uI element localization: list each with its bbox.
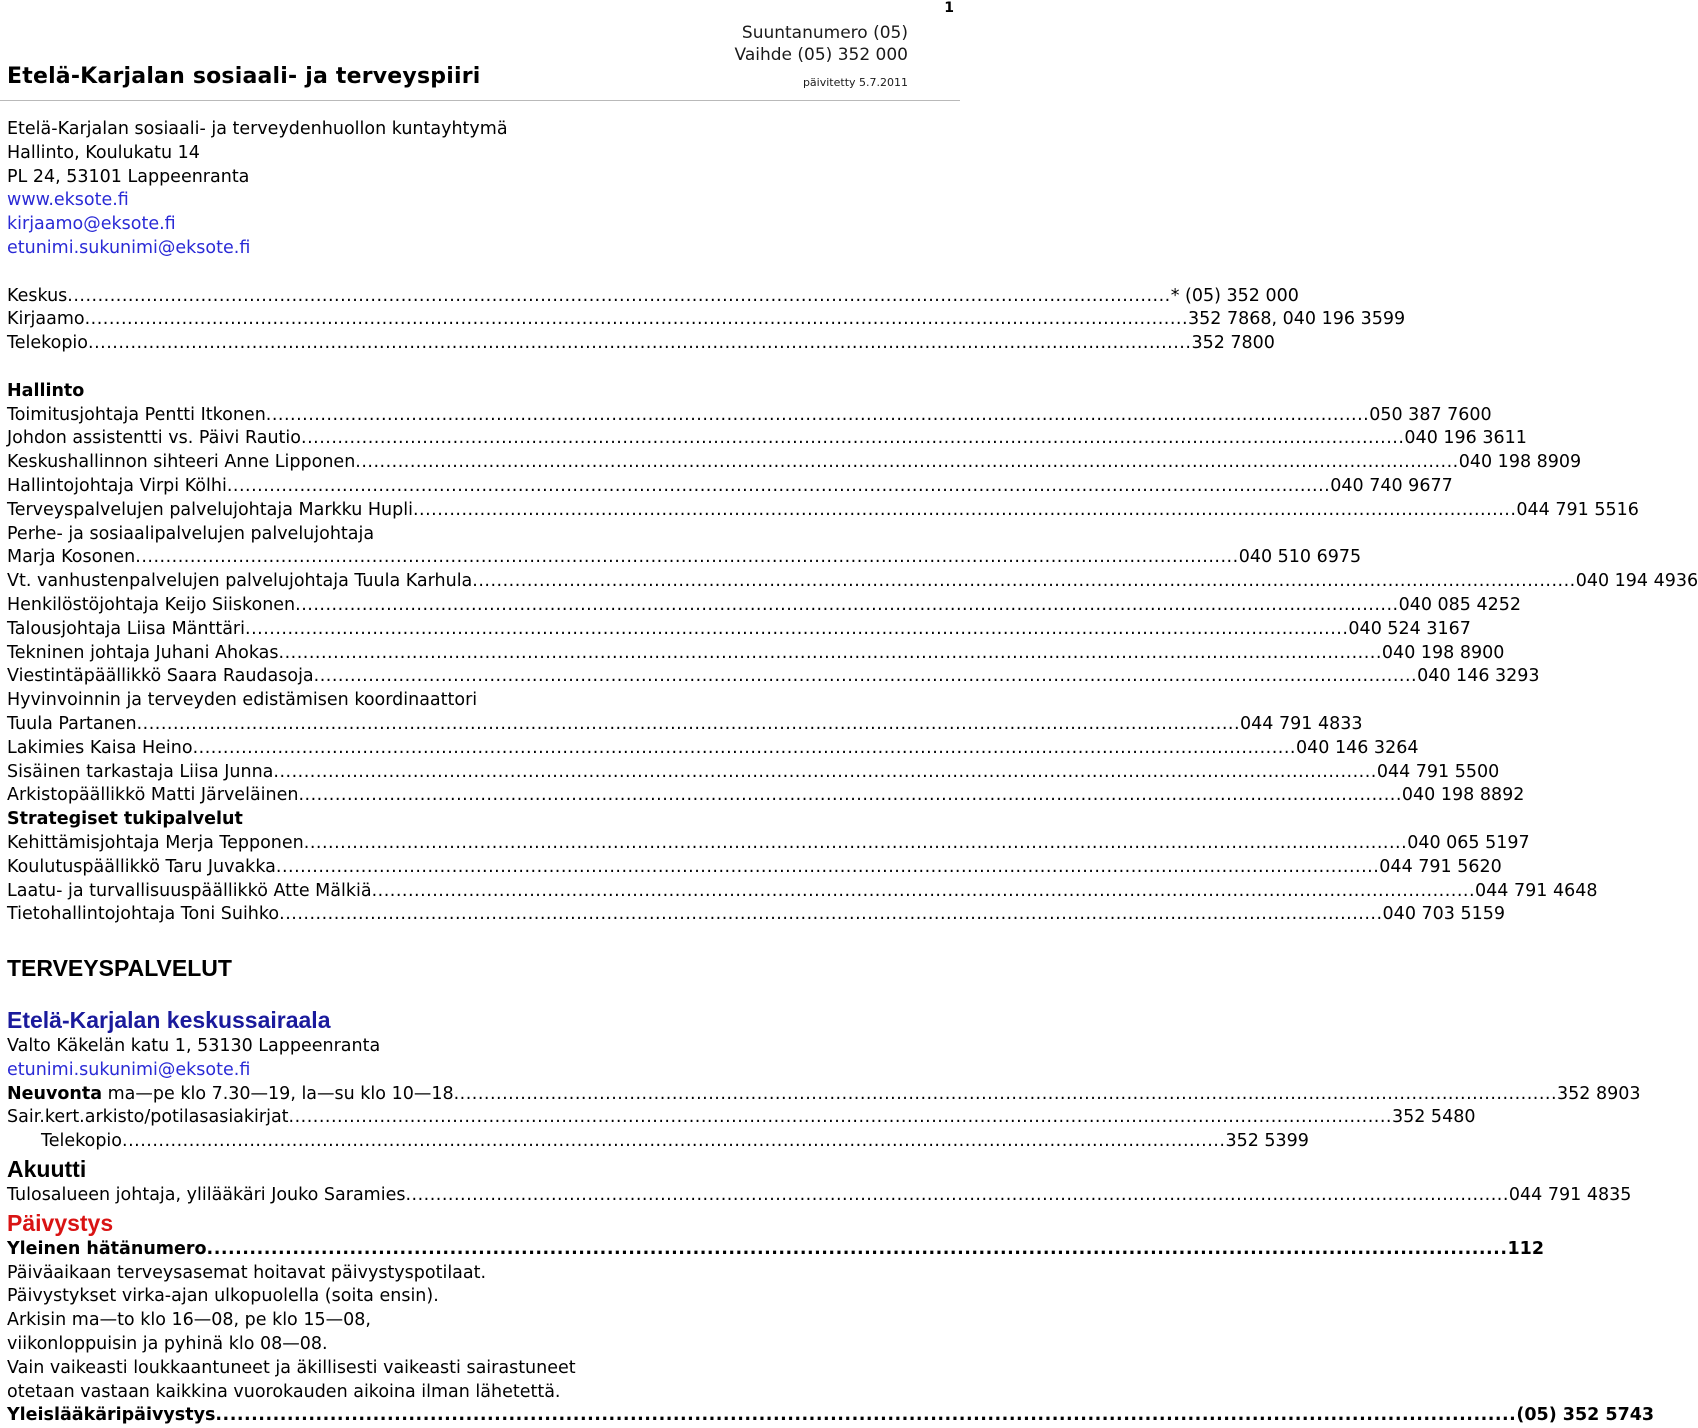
leader-dots (372, 880, 1475, 904)
neuvonta-hours: ma—pe klo 7.30—19, la—su klo 10—18 (102, 1083, 454, 1104)
info-line: otetaan vastaan kaikkina vuorokauden aikoina ilman lähetettä. (7, 1381, 561, 1402)
contact-label: Kirjaamo (7, 309, 85, 330)
section-heading-paivystys: Päivystys (7, 1209, 114, 1236)
info-line: Arkisin ma—to klo 16—08, pe klo 15—08, (7, 1310, 371, 1331)
leader-dots (279, 903, 1382, 927)
contact-label: Yleislääkäripäivystys (7, 1405, 216, 1426)
website-link[interactable]: www.eksote.fi (7, 190, 129, 211)
contact-row (7, 761, 1500, 785)
contact-row (7, 475, 1453, 499)
staff-email-pattern-link[interactable]: etunimi.sukunimi@eksote.fi (7, 237, 251, 258)
contact-number: 040 065 5197 (1407, 832, 1530, 853)
contact-label: Sisäinen tarkastaja Liisa Junna (7, 761, 274, 782)
contact-number: 352 7868, 040 196 3599 (1188, 309, 1406, 330)
contact-number: 040 146 3293 (1417, 666, 1540, 687)
org-street: Hallinto, Koulukatu 14 (7, 142, 200, 163)
contact-label: Tietohallintojohtaja Toni Suihko (7, 904, 280, 925)
contact-number: 040 740 9677 (1330, 475, 1453, 496)
leader-dots (279, 642, 1382, 666)
leader-dots (301, 427, 1404, 451)
contact-row (7, 1130, 1309, 1154)
emergency-number: 112 (1507, 1238, 1545, 1259)
hospital-email-link[interactable]: etunimi.sukunimi@eksote.fi (7, 1059, 251, 1080)
contact-row (7, 642, 1505, 666)
contact-number: 040 085 4252 (1398, 594, 1522, 615)
info-line: viikonloppuisin ja pyhinä klo 08—08. (7, 1334, 328, 1355)
contact-row (7, 570, 1698, 594)
contact-row (7, 1238, 1545, 1262)
contact-row (7, 665, 1540, 689)
leader-dots (304, 832, 1407, 856)
contact-label: Tulosalueen johtaja, ylilääkäri Jouko Saramies (7, 1185, 406, 1206)
contact-row (7, 903, 1506, 927)
leader-dots (122, 1130, 1225, 1154)
leader-dots (85, 308, 1188, 332)
contact-label: Hallintojohtaja Virpi Kölhi (7, 475, 227, 496)
leader-dots (405, 1184, 1508, 1208)
contact-number: 352 5480 (1391, 1107, 1476, 1128)
neuvonta-label: Neuvonta (7, 1083, 103, 1104)
contact-row (7, 499, 1639, 523)
leader-dots (298, 784, 1401, 808)
contact-number: 044 791 5620 (1379, 856, 1502, 877)
contact-number: * (05) 352 000 (1170, 285, 1299, 306)
contact-number: 040 194 4936 (1575, 571, 1698, 592)
contact-number: 044 791 5500 (1376, 761, 1500, 782)
contact-number: 040 198 8900 (1381, 642, 1505, 663)
contact-number: 352 5399 (1225, 1131, 1309, 1152)
page-title: Etelä-Karjalan sosiaali- ja terveyspiiri (7, 64, 481, 89)
updated-date: päivitetty 5.7.2011 (802, 76, 908, 89)
contact-label: Laatu- ja turvallisuuspäällikkö Atte Mälkiä (7, 880, 372, 901)
info-line: Vain vaikeasti loukkaantuneet ja äkillisesti vaikeasti sairastuneet (7, 1357, 576, 1378)
contact-label: Tuula Partanen (7, 713, 137, 734)
contact-number: 040 198 8892 (1401, 785, 1525, 806)
leader-dots (472, 570, 1575, 594)
contact-row (7, 784, 1525, 808)
info-line: Päivystykset virka-ajan ulkopuolella (soita ensin). (7, 1286, 439, 1307)
contact-number: 044 791 4835 (1508, 1185, 1632, 1206)
section-heading-akuutti: Akuutti (7, 1156, 87, 1183)
contact-label: Telekopio (7, 333, 89, 354)
contact-label: Kehittämisjohtaja Merja Tepponen (7, 832, 304, 853)
section-heading-strategic: Strategiset tukipalvelut (7, 809, 243, 830)
contact-number: (05) 352 5743 (1516, 1405, 1655, 1426)
leader-dots (135, 546, 1238, 570)
contact-number: 040 510 6975 (1238, 547, 1362, 568)
contact-number: 040 196 3611 (1404, 428, 1527, 449)
contact-row (7, 832, 1530, 856)
contact-row (7, 1184, 1632, 1208)
contact-label: Yleinen hätänumero (7, 1238, 207, 1259)
contact-row (7, 427, 1527, 451)
contact-label: Terveyspalvelujen palvelujohtaja Markku Hupli (7, 499, 413, 520)
leader-dots (295, 594, 1398, 618)
leader-dots (276, 856, 1379, 880)
contact-label: Lakimies Kaisa Heino (7, 737, 193, 758)
contact-row (7, 880, 1598, 904)
leader-dots (314, 665, 1417, 689)
contact-label: Marja Kosonen (7, 547, 136, 568)
contact-label: Henkilöstöjohtaja Keijo Siiskonen (7, 594, 296, 615)
contact-number: 044 791 4648 (1475, 880, 1598, 901)
contact-row (7, 1106, 1476, 1130)
leader-dots (413, 499, 1516, 523)
leader-dots (137, 713, 1240, 737)
contact-number: 040 703 5159 (1382, 904, 1506, 925)
registry-email-link[interactable]: kirjaamo@eksote.fi (7, 214, 176, 235)
leader-dots (215, 1404, 1516, 1428)
hospital-heading: Etelä-Karjalan keskussairaala (7, 1007, 331, 1034)
contact-label: Arkistopäällikkö Matti Järveläinen (7, 785, 299, 806)
header-contact (735, 22, 908, 90)
contact-row (7, 618, 1471, 642)
contact-label: Telekopio (41, 1131, 123, 1152)
switchboard-number: Vaihde (05) 352 000 (734, 45, 908, 65)
contact-row (7, 594, 1522, 618)
contact-row (7, 285, 1299, 309)
contact-number: 352 7800 (1191, 333, 1275, 354)
leader-dots (454, 1083, 1557, 1107)
info-line: Päiväaikaan terveysasemat hoitavat päivystyspotilaat. (7, 1262, 487, 1283)
page-number: 1 (944, 0, 954, 16)
leader-dots (227, 475, 1330, 499)
org-postal: PL 24, 53101 Lappeenranta (7, 166, 250, 187)
org-name: Etelä-Karjalan sosiaali- ja terveydenhuollon kuntayhtymä (7, 119, 508, 139)
leader-dots (273, 761, 1376, 785)
section-heading-terveyspalvelut: TERVEYSPALVELUT (7, 955, 232, 982)
contact-label (7, 1083, 454, 1107)
leader-dots (88, 332, 1191, 356)
contact-row (7, 546, 1362, 570)
contact-number: 352 8903 (1557, 1083, 1641, 1104)
contact-row (7, 451, 1582, 475)
leader-dots (67, 285, 1170, 309)
role-title: Hyvinvoinnin ja terveyden edistämisen koordinaattori (7, 690, 478, 711)
contact-label: Keskus (7, 285, 68, 306)
hospital-address: Valto Käkelän katu 1, 53130 Lappeenranta (7, 1036, 381, 1057)
contact-label: Sair.kert.arkisto/potilasasiakirjat (7, 1107, 289, 1128)
leader-dots (207, 1238, 1508, 1262)
directory-content (7, 118, 1698, 1428)
contact-row (7, 1404, 1655, 1428)
contact-label: Talousjohtaja Liisa Mänttäri (7, 618, 245, 639)
leader-dots (193, 737, 1296, 761)
contact-number: 040 198 8909 (1458, 452, 1582, 473)
contact-row (7, 713, 1363, 737)
area-code: Suuntanumero (05) (741, 23, 908, 43)
leader-dots (266, 404, 1369, 428)
contact-row (7, 404, 1492, 428)
contact-number: 044 791 4833 (1240, 713, 1363, 734)
contact-label: Tekninen johtaja Juhani Ahokas (7, 642, 279, 663)
role-title: Perhe- ja sosiaalipalvelujen palvelujohtaja (7, 523, 375, 544)
contact-row (7, 737, 1419, 761)
contact-number: 044 791 5516 (1516, 499, 1639, 520)
contact-label: Keskushallinnon sihteeri Anne Lipponen (7, 452, 356, 473)
leader-dots (355, 451, 1458, 475)
contact-row (7, 308, 1406, 332)
leader-dots (245, 618, 1348, 642)
contact-row (7, 332, 1275, 356)
contact-label: Toimitusjohtaja Pentti Itkonen (7, 404, 266, 425)
contact-row (7, 1083, 1641, 1107)
contact-row (7, 856, 1502, 880)
contact-label: Vt. vanhustenpalvelujen palvelujohtaja Tuula Karhula (7, 571, 473, 592)
contact-label: Viestintäpäällikkö Saara Raudasoja (7, 666, 314, 687)
contact-label: Johdon assistentti vs. Päivi Rautio (7, 428, 301, 449)
contact-label: Koulutuspäällikkö Taru Juvakka (7, 856, 276, 877)
contact-number: 040 146 3264 (1296, 737, 1419, 758)
leader-dots (289, 1106, 1392, 1130)
section-heading-hallinto: Hallinto (7, 380, 85, 401)
contact-number: 050 387 7600 (1369, 404, 1492, 425)
header-divider (0, 100, 960, 101)
contact-number: 040 524 3167 (1348, 618, 1471, 639)
